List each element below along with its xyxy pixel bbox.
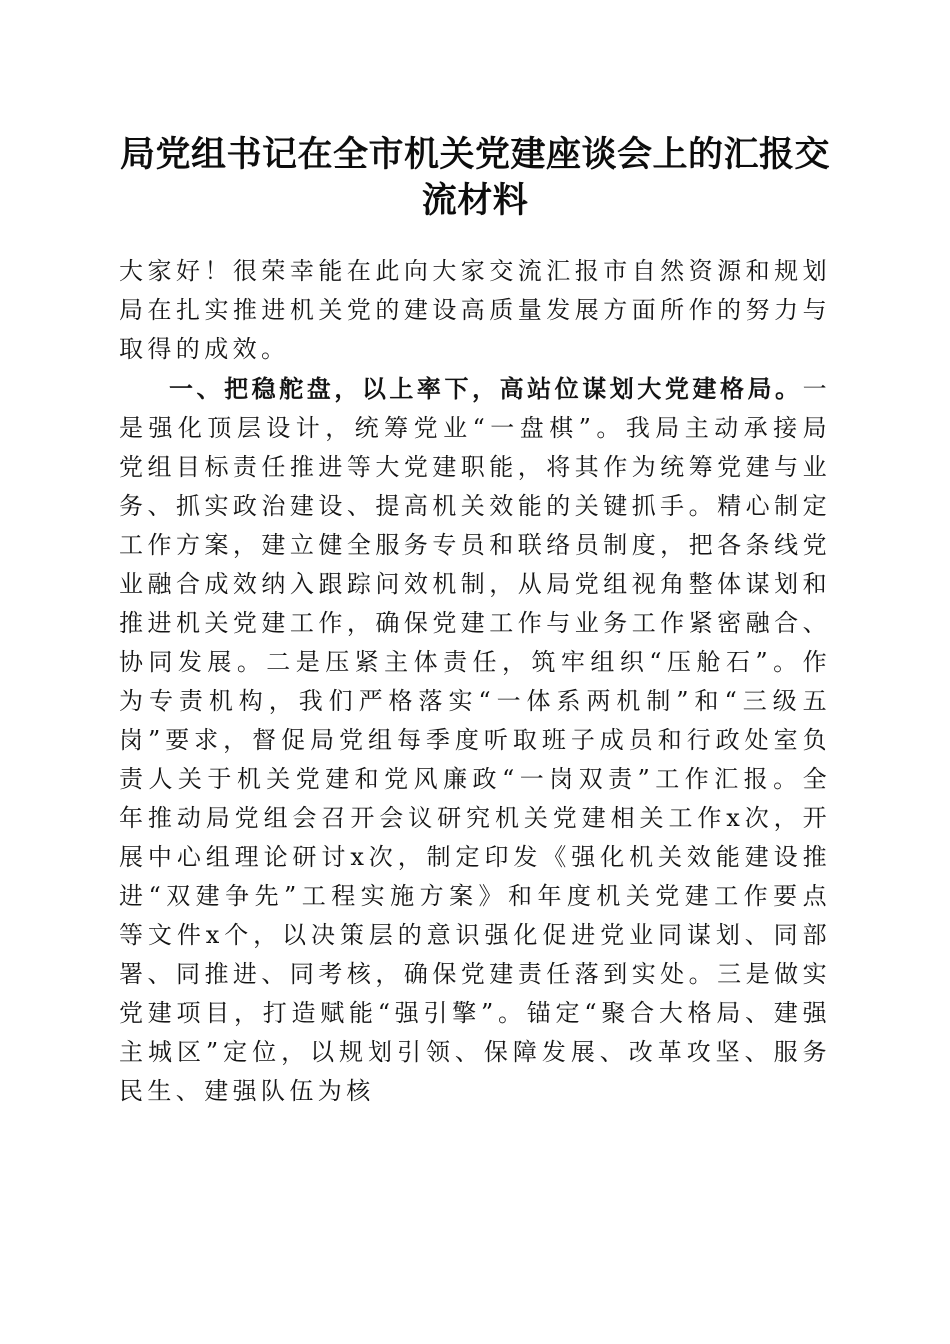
- section-heading: 一、把稳舵盘，以上率下，高站位谋划大党建格局。: [169, 374, 803, 403]
- paragraph-greeting: [119, 252, 831, 369]
- document-title: 局党组书记在全市机关党建座谈会上的汇报交流材料: [119, 134, 830, 221]
- paragraph-text: 一是强化顶层设计，统筹党业“一盘棋”。我局主动承接局党组目标责任推进等大党建职能，将其作为统筹党建与业务、抓实政治建设、提高机关效能的关键抓手。精心制定工作方案，建立健全服务专员和联络员制度，把各条线党业融合成效纳入跟踪问效机制，从局党组视角整体谋划和推进机关党建工作，确保党建工作与业务工作紧密融合、协同发展。二是压紧主体责任，筑牢组织“压舱石”。作为专责机构，我们严格落实“一体系两机制”和“三级五岗”要求，督促局党组每季度听取班子成员和行政处室负责人关于机关党建和党风廉政“一岗双责”工作汇报。全年推动局党组会召开会议研究机关党建相关工作x次，开展中心组理论研讨x次，制定印发《强化机关效能建设推进“双建争先”工程实施方案》和年度机关党建工作要点等文件x个，以决策层的意识强化促进党业同谋划、同部署、同推进、同考核，确保党建责任落到实处。三是做实党建项目，打造赋能“强引擎”。锚定“聚合大格局、建强主城区”定位，以规划引领、保障发展、改革攻坚、服务民生、建强队伍为核: [119, 375, 831, 1105]
- document-body: [119, 252, 831, 1111]
- paragraph-text: 大家好！很荣幸能在此向大家交流汇报市自然资源和规划局在扎实推进机关党的建设高质量发展方面所作的努力与取得的成效。: [119, 257, 831, 363]
- paragraph-section-one: [119, 369, 831, 1111]
